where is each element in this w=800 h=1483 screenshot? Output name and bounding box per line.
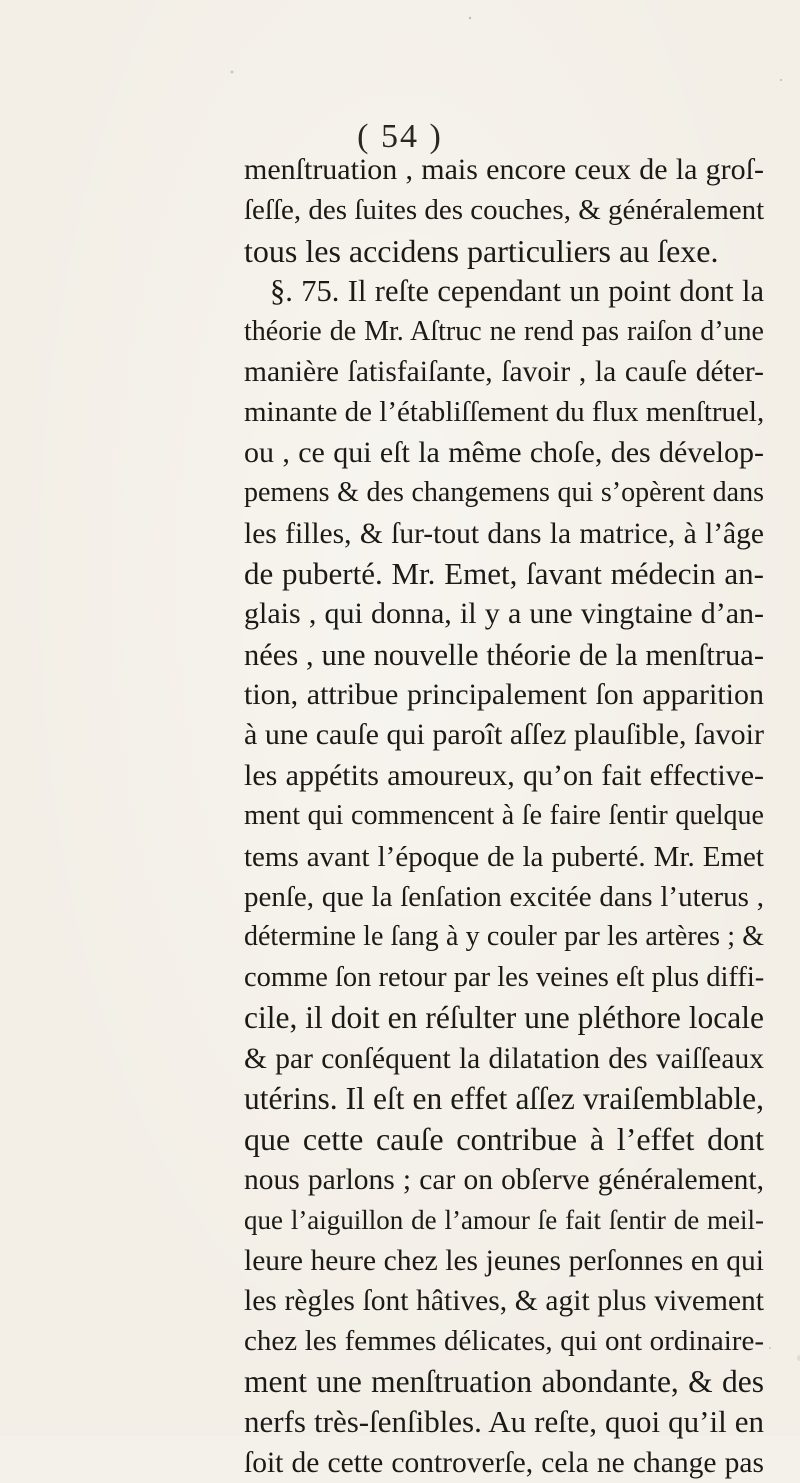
text-line: que l’aiguillon de l’amour ſe fait ſentir de meil-	[244, 1205, 764, 1236]
text-line: menſtruation , mais encore ceux de la groſ-	[244, 153, 764, 186]
text-line: tion, attribue principalement ſon apparition	[244, 678, 764, 712]
text-line: détermine le ſang à y couler par les artères ; &	[244, 921, 764, 953]
section-start-line: §. 75. Il reſte cependant un point dont la	[270, 274, 764, 309]
text-line: leure heure chez les jeunes perſonnes en qui	[244, 1244, 764, 1277]
text-line: tous les accidens particuliers au ſexe.	[244, 232, 719, 269]
text-line: ſoit de cette controverſe, cela ne change pas	[244, 1446, 764, 1479]
text-line: les appétits amoureux, qu’on fait effective-	[244, 758, 764, 792]
body-text	[244, 150, 764, 1483]
text-line: que cette cauſe contribue à l’effet dont	[244, 1121, 764, 1158]
text-line: de puberté. Mr. Emet, ſavant médecin an-	[244, 555, 764, 591]
text-line: cile, il doit en réſulter une pléthore locale	[244, 1000, 764, 1036]
text-line: les règles ſont hâtives, & agit plus vivement	[244, 1284, 764, 1317]
text-line: ſeſſe, des ſuites des couches, & généralement	[244, 194, 765, 227]
text-line: tems avant l’époque de la puberté. Mr. Emet	[244, 840, 764, 873]
text-line: & par conſéquent la dilatation des vaiſſeaux	[244, 1042, 764, 1075]
text-line: à une cauſe qui paroît aſſez plauſible, ſavoir	[244, 718, 764, 752]
text-line: ment qui commencent à ſe faire ſentir quelque	[244, 800, 764, 832]
text-line: chez les femmes délicates, qui ont ordinaire-	[244, 1325, 764, 1358]
text-line: utérins. Il eſt en effet aſſez vraiſemblable,	[244, 1080, 764, 1116]
text-line: penſe, que la ſenſation excitée dans l’uterus ,	[244, 881, 764, 914]
text-line: pemens & des changemens qui s’opèrent dans	[244, 477, 764, 509]
text-line: nerfs très-ſenſibles. Au reſte, quoi qu’il en	[244, 1404, 764, 1440]
text-line: minante de l’établiſſement du flux menſtruel,	[244, 396, 765, 429]
text-line: glais , qui donna, il y a une vingtaine d’an-	[244, 597, 764, 631]
text-line: ment une menſtruation abondante, & des	[244, 1363, 764, 1399]
text-line: nous parlons ; car on obſerve généralement,	[244, 1163, 764, 1196]
text-line: les filles, & ſur-tout dans la matrice, à l’âge	[244, 517, 764, 550]
text-line: nées , une nouvelle théorie de la menſtrua-	[244, 637, 764, 672]
text-line: comme ſon retour par les veines eſt plus diffi-	[244, 961, 765, 993]
text-line: manière ſatisfaiſante, ſavoir , la cauſe déter-	[244, 355, 764, 388]
text-line: ou , ce qui eſt la même choſe, des dévelop-	[244, 435, 764, 469]
text-line: théorie de Mr. Aſtruc ne rend pas raiſon d’une	[244, 315, 764, 347]
page-number: ( 54 )	[357, 118, 443, 155]
